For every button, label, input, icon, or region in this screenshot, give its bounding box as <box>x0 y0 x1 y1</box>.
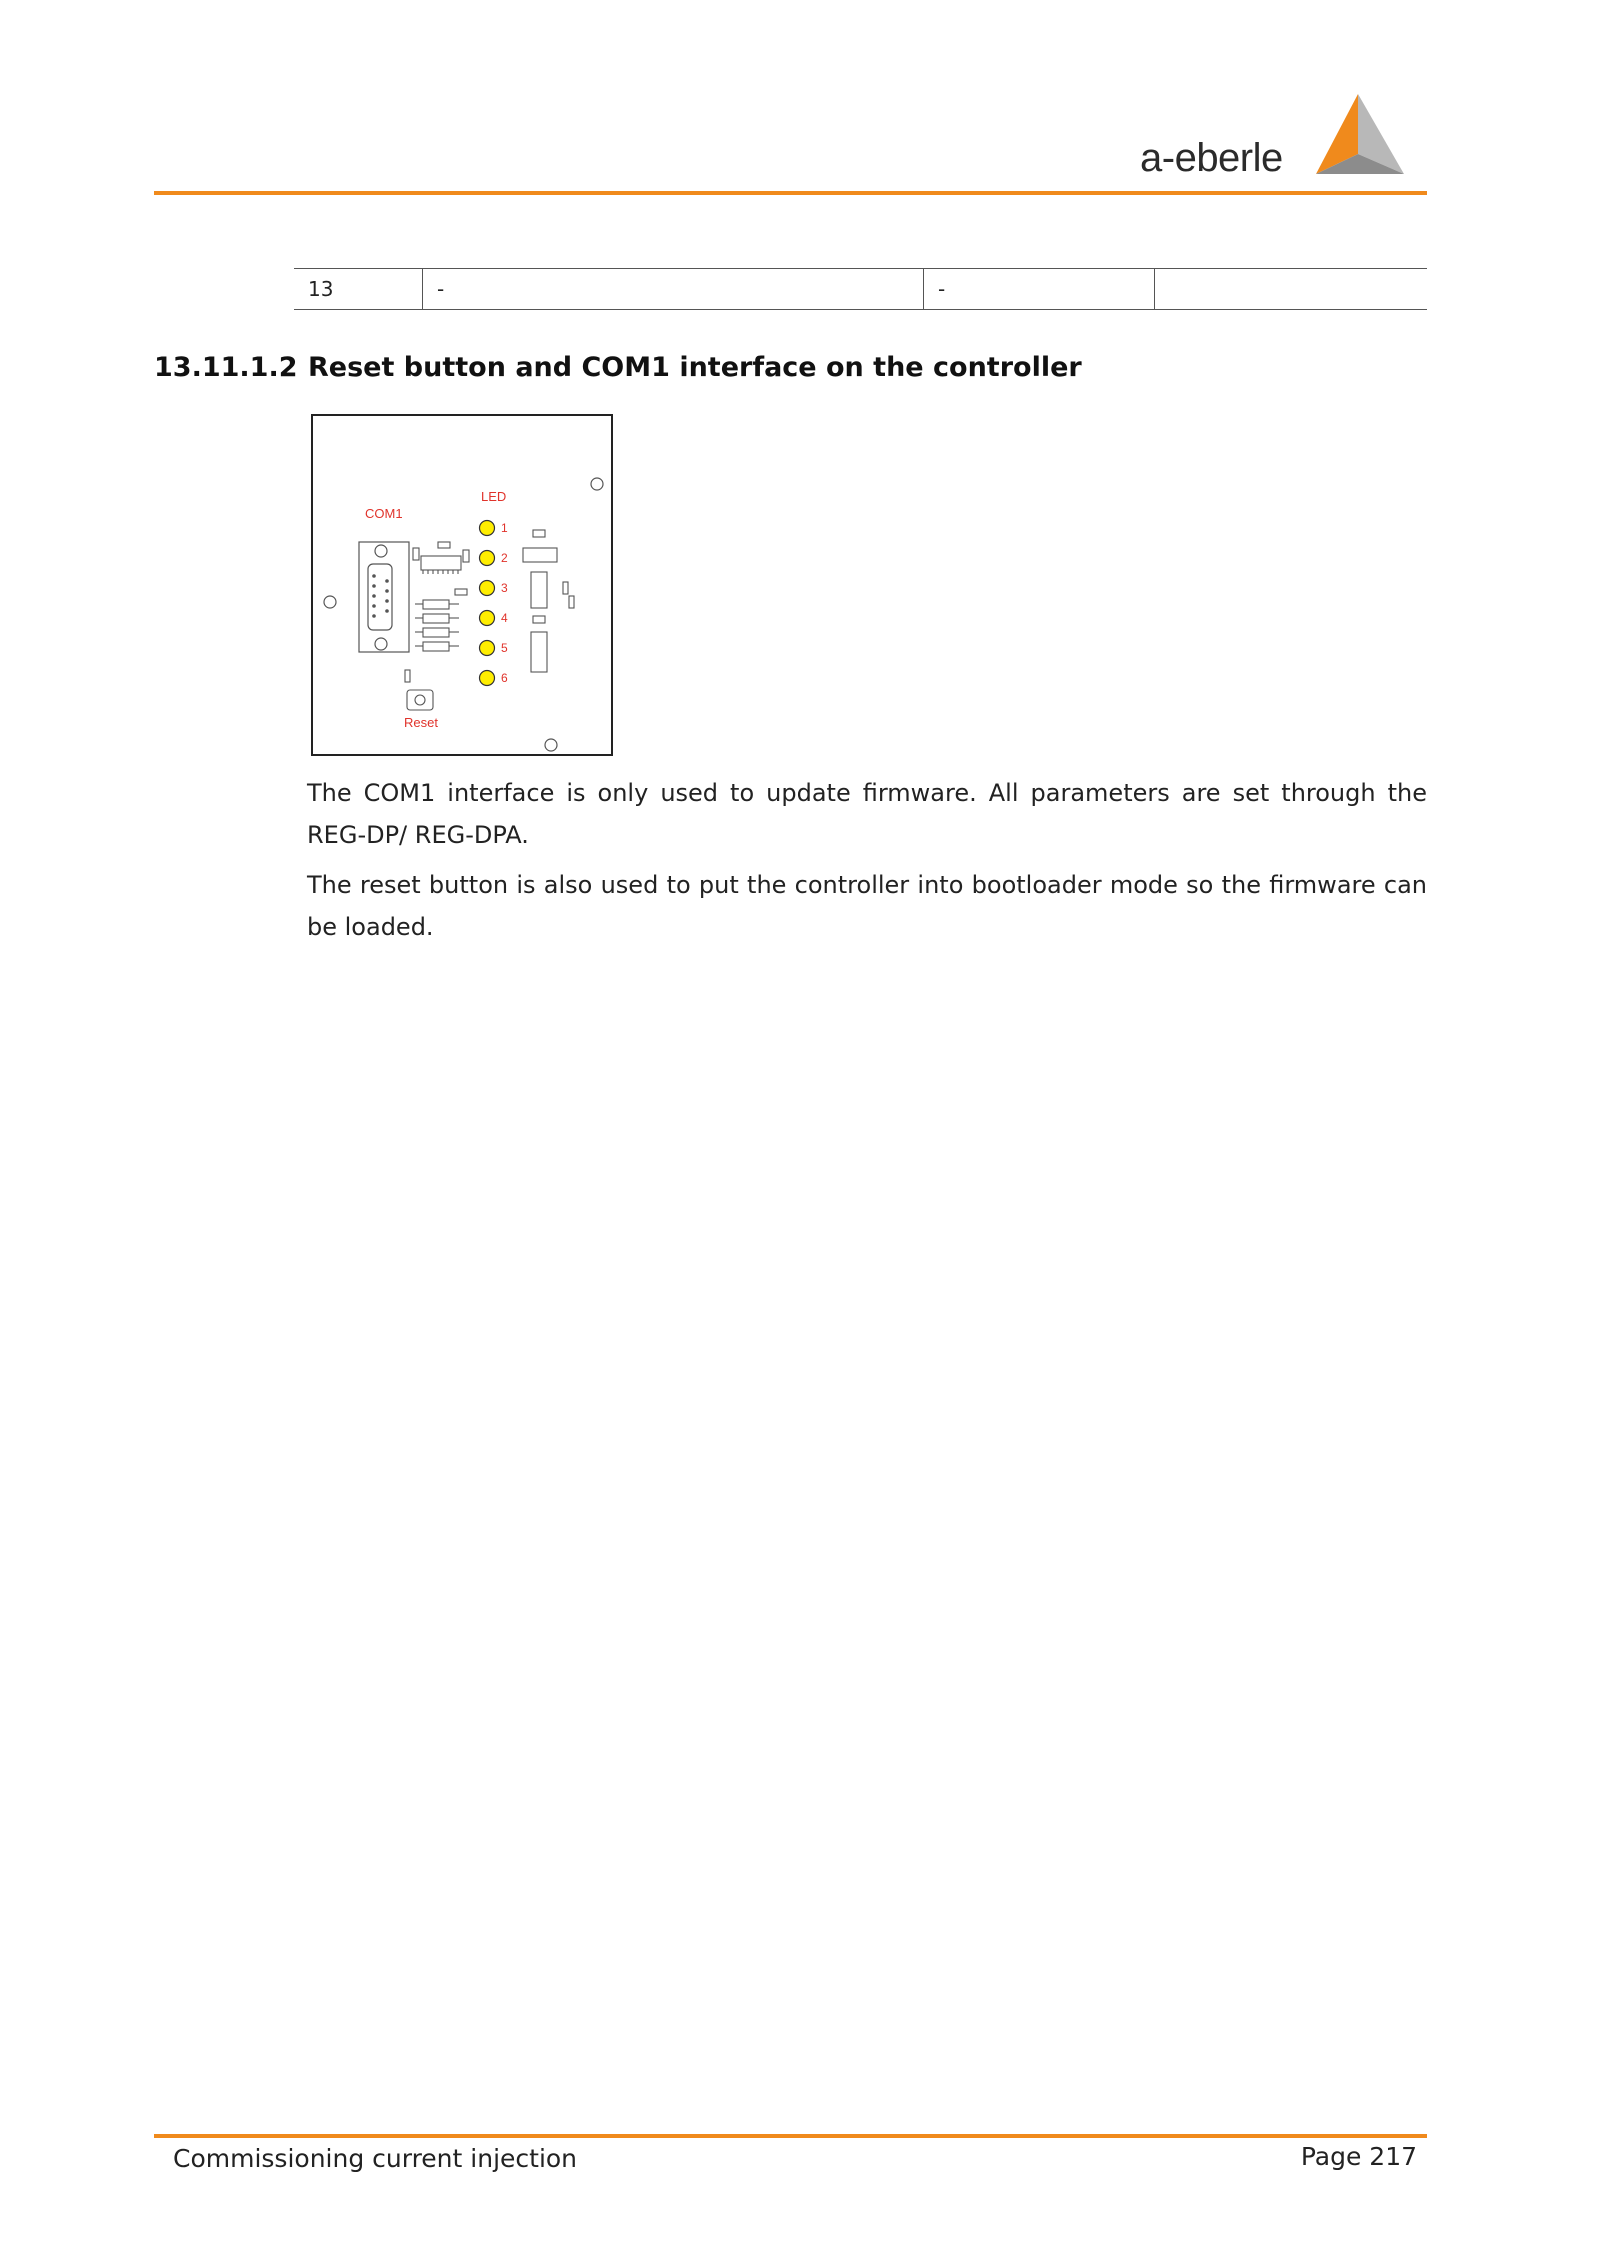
com1-label: COM1 <box>365 506 403 521</box>
table-cell: - <box>423 269 924 310</box>
led-indicator <box>480 521 495 536</box>
section-number: 13.11.1.2 <box>154 352 298 383</box>
continuation-table <box>294 268 1427 310</box>
led-label: LED <box>481 489 507 504</box>
table-cell: 13 <box>294 269 423 310</box>
body-paragraph: The reset button is also used to put the controller into bootloader mode so the firmware can be loaded. <box>307 871 1427 941</box>
reset-label: Reset <box>404 715 438 730</box>
company-logo <box>1140 92 1412 184</box>
logo-text: a-eberle <box>1140 136 1283 180</box>
page-number: Page 217 <box>1300 2142 1417 2171</box>
section-title: Reset button and COM1 interface on the controller <box>308 352 1082 383</box>
section-heading <box>154 352 1082 383</box>
led-indicator <box>480 581 495 596</box>
led-number: 2 <box>501 551 508 565</box>
led-indicator <box>480 641 495 656</box>
led-number: 6 <box>501 671 508 685</box>
led-number: 1 <box>501 521 508 535</box>
led-indicator <box>480 611 495 626</box>
led-number: 3 <box>501 581 508 595</box>
controller-board-figure <box>311 414 613 756</box>
led-number: 4 <box>501 611 508 625</box>
led-indicator <box>480 551 495 566</box>
body-paragraph: The COM1 interface is only used to update firmware. All parameters are set through the REG-DP/ REG-DPA. <box>307 779 1427 849</box>
footer-rule <box>154 2134 1427 2138</box>
footer-chapter: Commissioning current injection <box>173 2144 578 2173</box>
table-cell <box>1155 269 1428 310</box>
header-rule <box>154 191 1427 195</box>
table-cell: - <box>924 269 1155 310</box>
led-indicator <box>480 671 495 686</box>
triangle-logo-icon <box>1308 92 1408 184</box>
table-row <box>294 269 1427 310</box>
led-number: 5 <box>501 641 508 655</box>
